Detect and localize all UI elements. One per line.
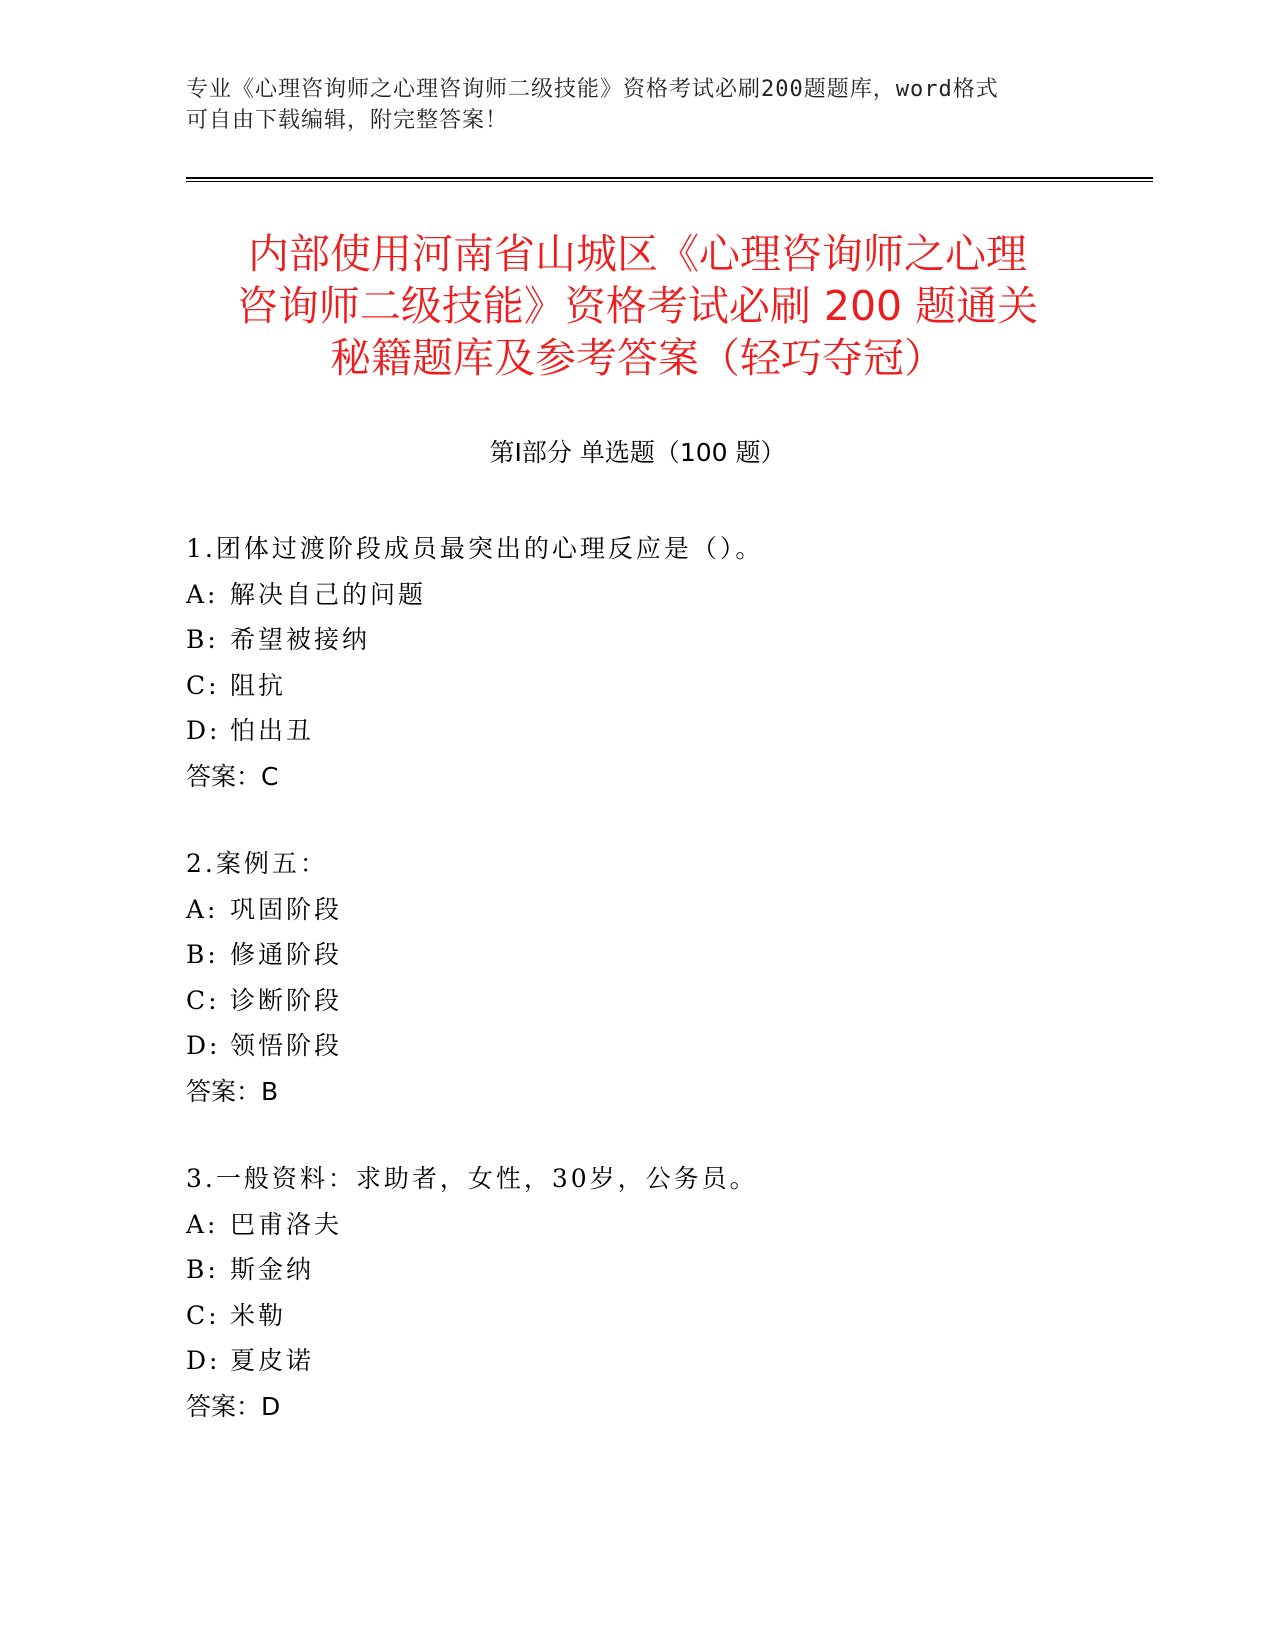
option-letter: B: [186, 1255, 219, 1284]
option-letter: D: [186, 1346, 221, 1375]
option-b [186, 617, 1136, 663]
option-text: 怕出丑 [230, 716, 315, 745]
question-item [186, 1156, 1136, 1429]
answer-value: B [261, 1076, 279, 1106]
question-stem: 2.案例五： [186, 849, 328, 878]
header-note-line: 可自由下载编辑，附完整答案！ [186, 108, 509, 133]
option-text: 夏皮诺 [230, 1346, 315, 1375]
option-letter: D: [186, 1031, 221, 1060]
title-line: 咨询师二级技能》资格考试必刷 200 题通关 [236, 282, 1039, 330]
option-c [186, 978, 1136, 1024]
question-item [186, 841, 1136, 1114]
option-text: 修通阶段 [230, 940, 343, 969]
answer-label: 答案： [186, 1076, 262, 1106]
option-letter: A: [186, 1209, 219, 1239]
option-text: 巴甫洛夫 [230, 1209, 343, 1239]
question-list [186, 526, 1136, 1471]
answer-line [186, 754, 1136, 800]
answer-label: 答案： [186, 1391, 262, 1421]
header-rule-thick [186, 177, 1153, 179]
option-letter: A: [186, 579, 219, 609]
option-letter: D: [186, 716, 221, 745]
option-a [186, 572, 1136, 618]
answer-line [186, 1069, 1136, 1115]
option-text: 希望被接纳 [230, 625, 371, 654]
header-rule-thin [186, 181, 1153, 182]
option-a [186, 1202, 1136, 1248]
answer-value: D [261, 1391, 281, 1421]
header-note-line: 专业《心理咨询师之心理咨询师二级技能》资格考试必刷200题题库，word格式 [186, 77, 999, 102]
option-text: 诊断阶段 [230, 985, 343, 1015]
answer-value: C [261, 761, 279, 791]
header-note [186, 74, 1066, 136]
option-text: 巩固阶段 [230, 894, 343, 924]
title-line: 秘籍题库及参考答案（轻巧夺冠） [330, 334, 945, 382]
option-d [186, 708, 1136, 754]
document-title [150, 228, 1125, 384]
option-a [186, 887, 1136, 933]
option-text: 米勒 [230, 1300, 287, 1330]
option-b [186, 932, 1136, 978]
title-line: 内部使用河南省山城区《心理咨询师之心理 [248, 230, 1027, 278]
option-d [186, 1338, 1136, 1384]
option-letter: C: [186, 1300, 220, 1330]
question-item [186, 526, 1136, 799]
option-d [186, 1023, 1136, 1069]
answer-line [186, 1384, 1136, 1430]
question-stem: 3.一般资料：求助者，女性，30岁，公务员。 [186, 1164, 758, 1193]
option-c [186, 663, 1136, 709]
option-letter: A: [186, 894, 219, 924]
option-letter: B: [186, 940, 219, 969]
question-stem: 1.团体过渡阶段成员最突出的心理反应是（）。 [186, 534, 764, 563]
option-letter: B: [186, 625, 219, 654]
option-letter: C: [186, 985, 220, 1015]
option-b [186, 1247, 1136, 1293]
option-text: 领悟阶段 [230, 1031, 343, 1060]
option-text: 解决自己的问题 [230, 579, 427, 609]
option-letter: C: [186, 670, 220, 700]
section-heading: 第Ⅰ部分 单选题（100 题） [489, 438, 786, 467]
option-text: 阻抗 [230, 670, 287, 700]
answer-label: 答案： [186, 761, 262, 791]
option-text: 斯金纳 [230, 1255, 315, 1284]
option-c [186, 1293, 1136, 1339]
